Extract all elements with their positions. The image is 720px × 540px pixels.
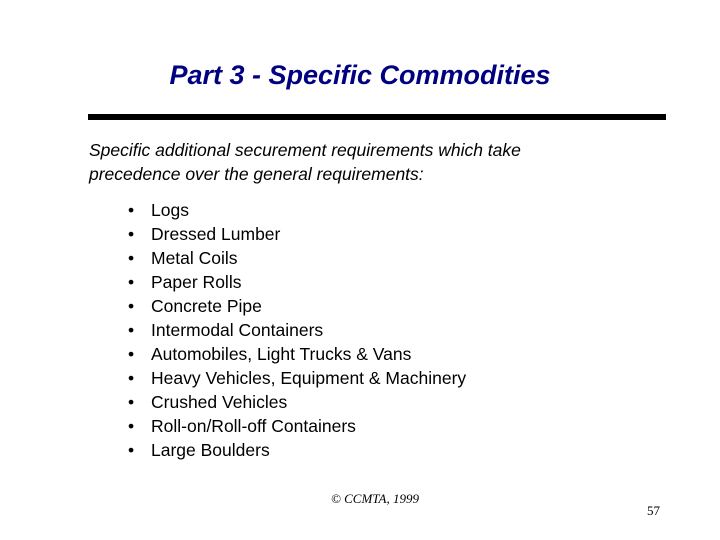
list-item-label: Automobiles, Light Trucks & Vans [151, 344, 412, 364]
bullet-icon: • [128, 296, 135, 316]
bullet-icon: • [128, 272, 135, 292]
list-item [128, 246, 466, 270]
slide-title: Part 3 - Specific Commodities [169, 60, 551, 90]
list-item-label: Metal Coils [151, 248, 238, 268]
list-item-label: Concrete Pipe [151, 296, 262, 316]
list-item [128, 270, 466, 294]
list-item-label: Dressed Lumber [151, 224, 281, 244]
bullet-icon: • [128, 320, 135, 340]
list-item [128, 390, 466, 414]
list-item-label: Crushed Vehicles [151, 392, 288, 412]
intro-line: precedence over the general requirements: [89, 164, 424, 184]
bullet-icon: • [128, 200, 135, 220]
list-item [128, 222, 466, 246]
bullet-icon: • [128, 248, 135, 268]
bullet-icon: • [128, 224, 135, 244]
bullet-icon: • [128, 416, 135, 436]
list-item-label: Large Boulders [151, 440, 270, 460]
bullet-icon: • [128, 368, 135, 388]
title-divider [88, 114, 666, 120]
list-item-label: Heavy Vehicles, Equipment & Machinery [151, 368, 467, 388]
list-item [128, 414, 466, 438]
intro-text [89, 138, 669, 186]
commodity-list [128, 198, 466, 462]
bullet-icon: • [128, 344, 135, 364]
list-item [128, 342, 466, 366]
bullet-icon: • [128, 392, 135, 412]
list-item [128, 198, 466, 222]
list-item-label: Paper Rolls [151, 272, 242, 292]
list-item-label: Roll-on/Roll-off Containers [151, 416, 356, 436]
intro-line: Specific additional securement requirements which take [89, 140, 521, 160]
list-item-label: Logs [151, 200, 189, 220]
copyright-footer: © CCMTA, 1999 [330, 491, 419, 506]
list-item [128, 294, 466, 318]
list-item-label: Intermodal Containers [151, 320, 324, 340]
bullet-icon: • [128, 440, 135, 460]
list-item [128, 318, 466, 342]
list-item [128, 366, 466, 390]
page-number: 57 [647, 503, 660, 518]
list-item [128, 438, 466, 462]
